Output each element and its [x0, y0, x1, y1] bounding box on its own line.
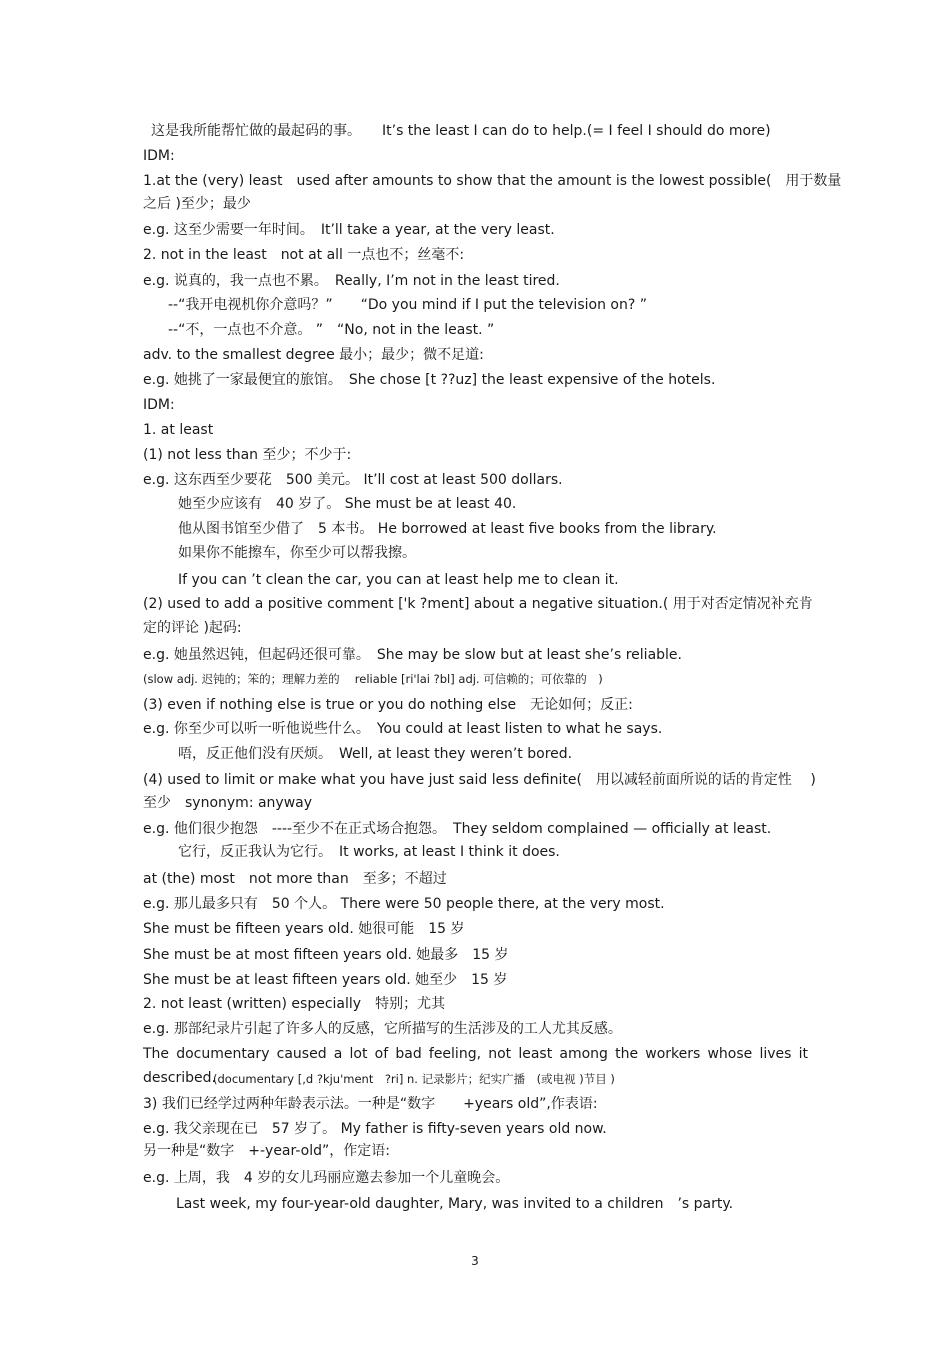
text-line: 唔，反正他们没有厌烦。 Well, at least they weren’t bored.	[178, 746, 573, 762]
text-line: 2. not least (written) especially 特别；尤其	[143, 996, 446, 1012]
text-line: 1.at the (very) least used after amounts to show that the amount is the lowest possible( 用于数量	[143, 173, 842, 189]
text-line: 2. not in the least not at all 一点也不；丝毫不:	[143, 247, 465, 263]
text-line: described.	[143, 1070, 216, 1086]
text-line: (4) used to limit or make what you have just said less definite( 用以减轻前面所说的话的肯定性 )	[143, 772, 816, 788]
text-line: IDM:	[143, 148, 175, 164]
text-line: 它行，反正我认为它行。 It works, at least I think it does.	[178, 844, 560, 860]
text-line: She must be fifteen years old. 她很可能 15 岁	[143, 921, 465, 937]
text-line: (3) even if nothing else is true or you do nothing else 无论如何；反正:	[143, 697, 633, 713]
text-line: e.g. 那儿最多只有 50 个人。 There were 50 people there, at the very most.	[143, 896, 665, 912]
text-line: She must be at most fifteen years old. 她最多 15 岁	[143, 947, 509, 963]
text-line: 他从图书馆至少借了 5 本书。 He borrowed at least five books from the library.	[178, 521, 717, 537]
text-line: 至少 synonym: anyway	[143, 795, 313, 811]
text-line: e.g. 上周，我 4 岁的女儿玛丽应邀去参加一个儿童晚会。	[143, 1170, 510, 1186]
text-line: (1) not less than 至少；不少于:	[143, 447, 352, 463]
text-line: --“不，一点也不介意。 ” “No, not in the least. ”	[168, 322, 495, 338]
text-line: (2) used to add a positive comment ['k ?ment] about a negative situation.( 用于对否定情况补充肯	[143, 596, 813, 612]
text-line: --“我开电视机你介意吗？” “Do you mind if I put the television on? ”	[168, 297, 647, 313]
text-line: e.g. 这东西至少要花 500 美元。 It’ll cost at least 500 dollars.	[143, 472, 563, 488]
text-line: e.g. 那部纪录片引起了许多人的反感，它所描写的生活涉及的工人尤其反感。	[143, 1021, 622, 1037]
text-line: e.g. 她挑了一家最便宜的旅馆。 She chose [t ??uz] the least expensive of the hotels.	[143, 372, 716, 388]
text-line: e.g. 她虽然迟钝，但起码还很可靠。 She may be slow but at least she’s reliable.	[143, 647, 682, 663]
text-line: 这是我所能帮忙做的最起码的事。 It’s the least I can do to help.(= I feel I should do more)	[151, 123, 771, 139]
text-line: (slow adj. 迟钝的；笨的；理解力差的 reliable [ri'lai ?bl] adj. 可信赖的；可依靠的 )	[143, 672, 603, 686]
text-line: e.g. 你至少可以听一听他说些什么。 You could at least listen to what he says.	[143, 721, 663, 737]
text-line: adv. to the smallest degree 最小；最少；微不足道:	[143, 347, 484, 363]
text-line: The documentary caused a lot of bad feeling, not least among the workers whose lives it	[143, 1046, 808, 1062]
text-line: 1. at least	[143, 422, 214, 438]
text-line: at (the) most not more than 至多；不超过	[143, 871, 447, 887]
text-line: e.g. 这至少需要一年时间。 It’ll take a year, at the very least.	[143, 222, 555, 238]
text-line: e.g. 说真的，我一点也不累。 Really, I’m not in the least tired.	[143, 273, 560, 289]
text-line: 定的评论 )起码:	[143, 620, 242, 636]
text-line: Last week, my four-year-old daughter, Mary, was invited to a children ’s party.	[176, 1196, 734, 1212]
text-line: 另一种是“数字 +-year-old”，作定语:	[143, 1143, 390, 1159]
text-line: 3) 我们已经学过两种年龄表示法。一种是“数字 +years old”,作表语:	[143, 1096, 598, 1112]
text-line: 她至少应该有 40 岁了。 She must be at least 40.	[178, 496, 517, 512]
text-line: e.g. 我父亲现在已 57 岁了。 My father is fifty-seven years old now.	[143, 1121, 607, 1137]
text-line: If you can ’t clean the car, you can at least help me to clean it.	[178, 572, 619, 588]
text-line: She must be at least fifteen years old. 她至少 15 岁	[143, 972, 508, 988]
page-number: 3	[471, 1254, 479, 1268]
text-line: 如果你不能擦车，你至少可以帮我擦。	[178, 545, 416, 561]
text-line: (documentary [,d ?kju'ment ?ri] n. 记录影片；纪实广播 (或电视 )节目 )	[213, 1072, 615, 1086]
text-line: e.g. 他们很少抱怨 ----至少不在正式场合抱怨。 They seldom complained — officially at least.	[143, 821, 772, 837]
text-line: IDM:	[143, 397, 175, 413]
text-line: 之后 )至少；最少	[143, 196, 251, 212]
